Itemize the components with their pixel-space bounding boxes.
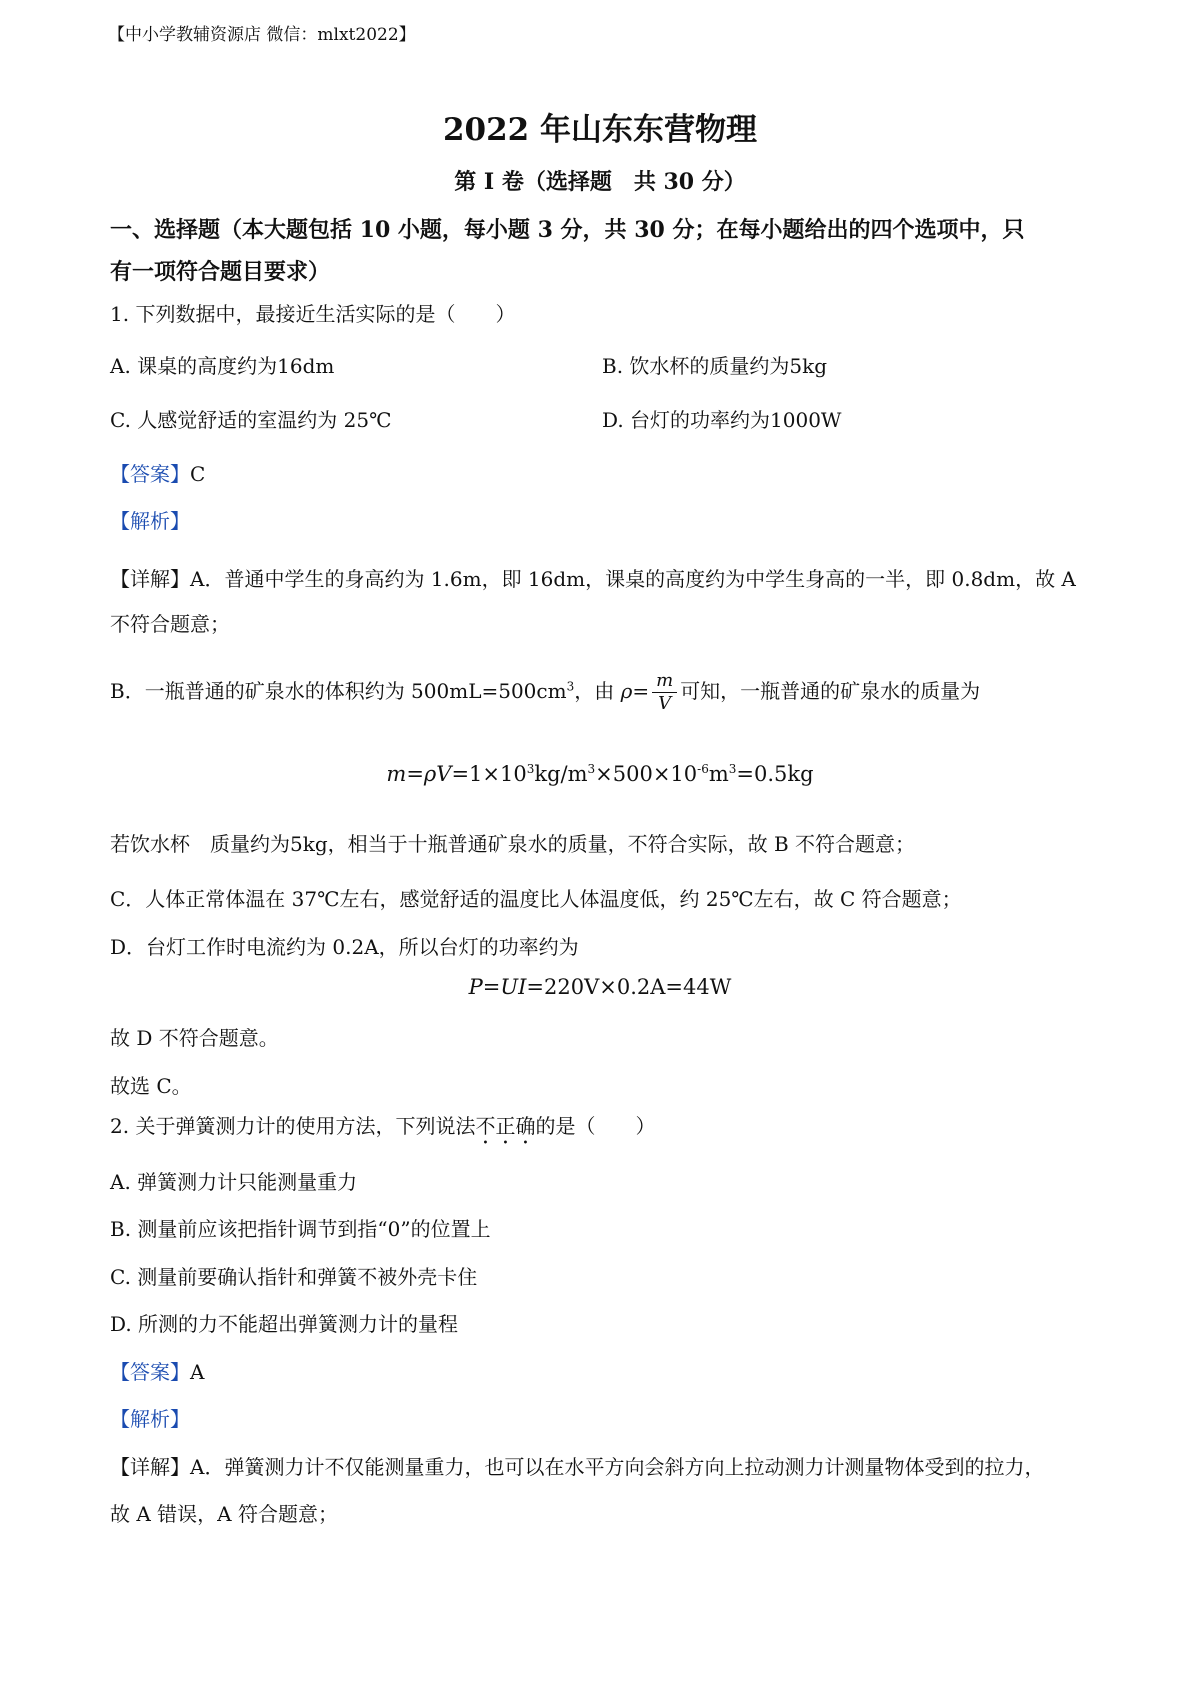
q1-detail-b-line1 xyxy=(110,670,980,715)
formula-b-sup2: 3 xyxy=(587,762,596,776)
q1-detail-a-line2: 不符合题意； xyxy=(110,612,230,636)
q1-answer-value: C xyxy=(190,462,206,486)
q1-option-d: D. 台灯的功率约为1000W xyxy=(602,408,842,432)
formula-b-part3: ×500×10 xyxy=(595,762,698,786)
formula-b-part4: m xyxy=(708,762,729,786)
q2-answer-tag: 【答案】 xyxy=(110,1360,190,1384)
section-heading-line1: 一、选择题（本大题包括 10 小题，每小题 3 分，共 30 分；在每小题给出的四个选项中，只 xyxy=(110,217,1025,243)
q1-detail-c: C．人体正常体温在 37℃左右，感觉舒适的温度比人体温度低，约 25℃左右，故 C 符合题意； xyxy=(110,887,962,911)
density-fraction xyxy=(652,670,677,715)
q2-stem-emphasis: 不正确 xyxy=(475,1114,536,1138)
q2-option-b: B. 测量前应该把指针调节到指“0”的位置上 xyxy=(110,1217,491,1241)
q1-detail-b-text: B．一瓶普通的矿泉水的体积约为 500mL=500cm xyxy=(110,679,567,703)
q2-option-a: A. 弹簧测力计只能测量重力 xyxy=(110,1170,358,1194)
q2-option-d: D. 所测的力不能超出弹簧测力计的量程 xyxy=(110,1312,459,1336)
formula-b-part5: =0.5kg xyxy=(736,762,814,786)
q2-detail-a-line1: 【详解】A．弹簧测力计不仅能测量重力，也可以在水平方向会斜方向上拉动测力计测量物体受到的拉力， xyxy=(110,1455,1045,1479)
q1-analysis-label: 【解析】 xyxy=(110,509,190,533)
q2-analysis-tag xyxy=(110,1403,190,1432)
q1-conclusion: 故选 C。 xyxy=(110,1074,192,1098)
q1-stem: 1. 下列数据中，最接近生活实际的是（ ） xyxy=(110,302,516,326)
formula-d-lhs: P=UI xyxy=(468,975,527,999)
formula-d-rhs: =220V×0.2A=44W xyxy=(526,975,732,999)
q2-answer xyxy=(110,1356,204,1385)
q1-option-b: B. 饮水杯的质量约为5kg xyxy=(602,354,828,378)
q1-option-a: A. 课桌的高度约为16dm xyxy=(110,354,335,378)
fraction-numerator: m xyxy=(652,670,677,693)
formula-b-part2: kg/m xyxy=(534,762,588,786)
q1-detail-a-line1: 【详解】A．普通中学生的身高约为 1.6m，即 16dm，课桌的高度约为中学生身高的一半，即 0.8dm，故 A xyxy=(110,567,1076,591)
q1-option-c: C. 人感觉舒适的室温约为 25℃ xyxy=(110,408,392,432)
q2-stem-pre: 2. 关于弹簧测力计的使用方法，下列说法 xyxy=(110,1114,476,1138)
q1-detail-d-line2: 故 D 不符合题意。 xyxy=(110,1026,279,1050)
formula-b-lhs: m=ρV xyxy=(386,762,452,786)
page-title: 2022 年山东东营物理 xyxy=(442,112,758,148)
page-subtitle: 第 I 卷（选择题 共 30 分） xyxy=(454,169,746,195)
q2-option-c: C. 测量前要确认指针和弹簧不被外壳卡住 xyxy=(110,1265,478,1289)
q1-detail-d-line1: D．台灯工作时电流约为 0.2A，所以台灯的功率约为 xyxy=(110,935,579,959)
formula-b-part1: =1×10 xyxy=(451,762,527,786)
q2-answer-value: A xyxy=(190,1360,205,1384)
q1-detail-b-mid: ，由 xyxy=(574,679,615,703)
q1-equals: = xyxy=(632,679,650,703)
watermark-text: 【中小学教辅资源店 微信：mlxt2022】 xyxy=(108,25,416,45)
q1-detail-b-post: 可知，一瓶普通的矿泉水的质量为 xyxy=(680,679,981,703)
q1-detail-b-line2: 若饮水杯 质量约为5kg，相当于十瓶普通矿泉水的质量，不符合实际，故 B 不符合题意； xyxy=(110,832,916,856)
q1-detail-b-sup: 3 xyxy=(566,679,575,694)
q2-stem-post: 的是（ ） xyxy=(535,1114,656,1138)
q2-stem xyxy=(110,1110,655,1149)
section-heading-line2: 有一项符合题目要求） xyxy=(110,259,331,285)
formula-b-sup3: -6 xyxy=(697,762,709,776)
q2-detail-a-line2: 故 A 错误，A 符合题意； xyxy=(110,1502,338,1526)
formula-b-sup4: 3 xyxy=(728,762,737,776)
q1-formula-power xyxy=(0,975,1200,999)
q1-formula-mass xyxy=(0,762,1200,786)
formula-b-sup1: 3 xyxy=(526,762,535,776)
q1-analysis-tag xyxy=(110,505,190,534)
q1-answer-tag: 【答案】 xyxy=(110,462,190,486)
fraction-denominator: V xyxy=(658,693,672,714)
q2-analysis-label: 【解析】 xyxy=(110,1407,190,1431)
q1-rho-symbol: ρ xyxy=(620,679,633,703)
q1-answer xyxy=(110,458,205,487)
